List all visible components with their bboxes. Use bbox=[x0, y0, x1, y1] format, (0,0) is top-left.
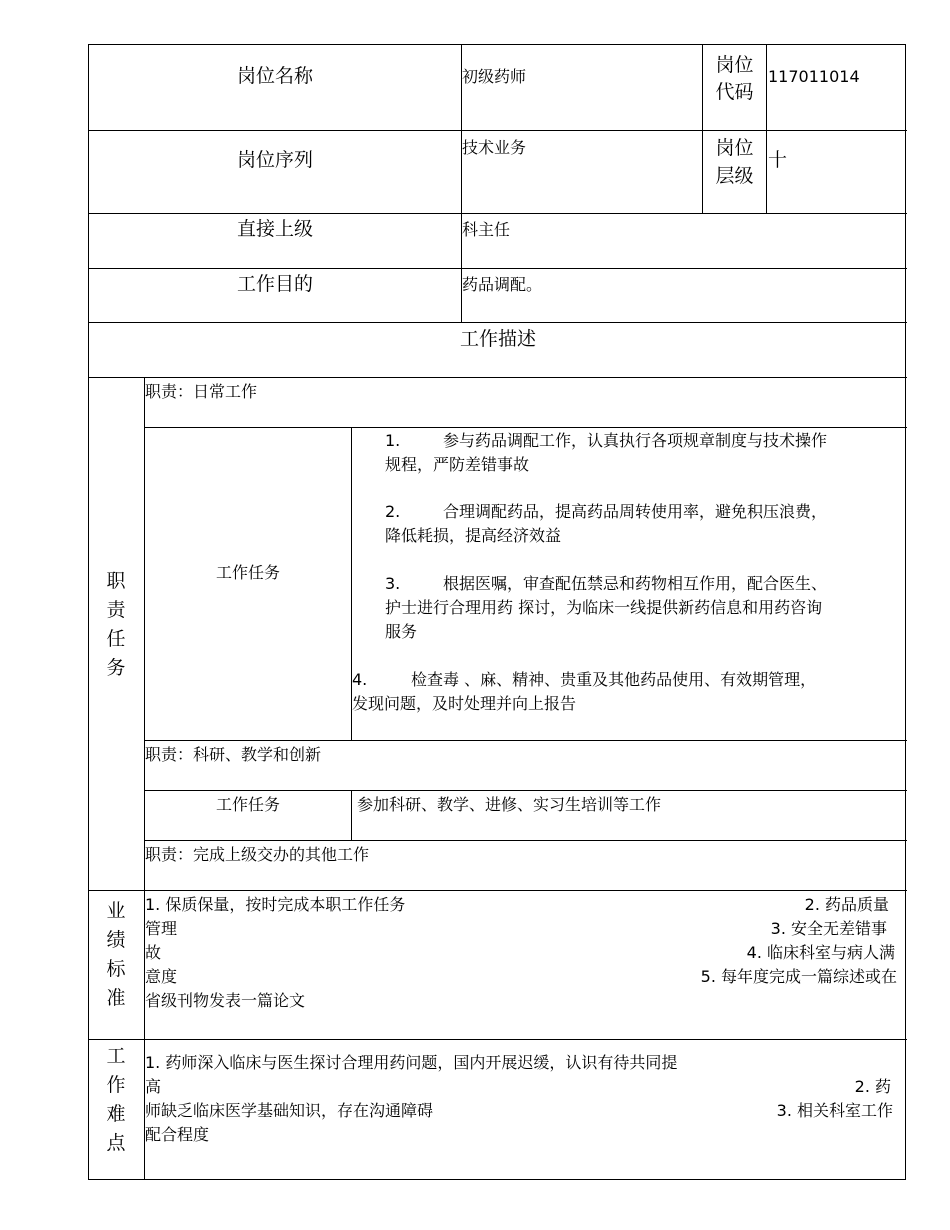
position-code-value: 117011014 bbox=[768, 67, 860, 86]
position-code-label-line: 岗位 bbox=[715, 54, 754, 76]
level-label-line: 层级 bbox=[715, 165, 754, 187]
task-text: 发现问题，及时处理并向上报告 bbox=[352, 694, 577, 713]
task-text: 检查毒 、麻、精神、贵重及其他药品使用、有效期管理， bbox=[411, 670, 817, 689]
task-item-4 bbox=[352, 668, 902, 716]
task-text: 服务 bbox=[385, 622, 418, 641]
purpose-value: 药品调配。 bbox=[462, 275, 543, 294]
row-divider bbox=[144, 790, 907, 791]
task-number: 2. bbox=[385, 502, 401, 521]
performance-text: 管理 bbox=[145, 919, 178, 938]
difficulties-side-label bbox=[104, 1042, 128, 1158]
performance-text: 1. 保质保量，按时完成本职工作任务 bbox=[145, 895, 406, 914]
difficulty-text: 师缺乏临床医学基础知识，存在沟通障碍 bbox=[145, 1101, 434, 1120]
side-label-char: 工 bbox=[106, 1045, 126, 1067]
duty-other-title: 职责：完成上级交办的其他工作 bbox=[145, 845, 370, 864]
difficulty-text: 高 bbox=[145, 1077, 162, 1096]
row-divider bbox=[89, 268, 907, 269]
task-number: 3. bbox=[385, 574, 401, 593]
side-label-char: 难 bbox=[106, 1103, 126, 1125]
duties-side-label bbox=[104, 567, 128, 683]
position-code-label bbox=[703, 52, 766, 106]
row-divider bbox=[89, 130, 907, 131]
task-number: 4. bbox=[352, 670, 368, 689]
sequence-value: 技术业务 bbox=[462, 138, 527, 157]
difficulty-text: 3. 相关科室工作 bbox=[776, 1101, 893, 1120]
performance-text: 故 bbox=[145, 943, 162, 962]
side-label-char: 业 bbox=[106, 900, 126, 922]
row-divider bbox=[89, 322, 907, 323]
task-text: 合理调配药品，提高药品周转使用率，避免积压浪费， bbox=[443, 502, 828, 521]
side-label-char: 务 bbox=[106, 657, 126, 679]
task-item-2 bbox=[385, 500, 905, 548]
performance-side-label bbox=[104, 897, 128, 1013]
position-name-label: 岗位名称 bbox=[236, 65, 313, 87]
duty-research-title: 职责：科研、教学和创新 bbox=[145, 745, 322, 764]
col-divider bbox=[766, 45, 767, 213]
job-description-table bbox=[88, 44, 906, 1180]
side-label-char: 责 bbox=[106, 599, 126, 621]
sequence-label: 岗位序列 bbox=[236, 149, 313, 171]
side-label-char: 职 bbox=[106, 570, 126, 592]
superior-label: 直接上级 bbox=[236, 218, 313, 240]
task-text: 根据医嘱，审查配伍禁忌和药物相互作用，配合医生、 bbox=[443, 574, 828, 593]
row-divider bbox=[89, 213, 907, 214]
row-divider bbox=[89, 890, 907, 891]
superior-value: 科主任 bbox=[462, 220, 511, 239]
position-name-value: 初级药师 bbox=[462, 67, 527, 86]
side-label-char: 作 bbox=[106, 1074, 126, 1096]
difficulty-text: 1. 药师深入临床与医生探讨合理用药问题，国内开展迟缓，认识有待共同提 bbox=[145, 1053, 678, 1072]
side-label-char: 绩 bbox=[106, 929, 126, 951]
duty-daily-title: 职责：日常工作 bbox=[145, 382, 258, 401]
performance-text: 意度 bbox=[145, 967, 178, 986]
difficulty-text: 配合程度 bbox=[145, 1125, 210, 1144]
side-label-char: 标 bbox=[106, 958, 126, 980]
purpose-label: 工作目的 bbox=[236, 273, 313, 295]
task-number: 1. bbox=[385, 431, 401, 450]
row-divider bbox=[144, 427, 907, 428]
difficulty-text: 2. 药 bbox=[854, 1077, 891, 1096]
performance-text: 4. 临床科室与病人满 bbox=[746, 943, 895, 962]
task-text: 参与药品调配工作，认真执行各项规章制度与技术操作 bbox=[443, 431, 828, 450]
performance-text: 2. 药品质量 bbox=[804, 895, 889, 914]
task-item-1 bbox=[385, 429, 905, 477]
task-label: 工作任务 bbox=[215, 563, 280, 582]
level-value: 十 bbox=[768, 149, 788, 171]
row-divider bbox=[144, 740, 907, 741]
row-divider bbox=[144, 840, 907, 841]
side-label-char: 点 bbox=[106, 1132, 126, 1154]
task-text: 护士进行合理用药 探讨，为临床一线提供新药信息和用药咨询 bbox=[385, 598, 823, 617]
performance-standards bbox=[145, 893, 907, 1023]
performance-text: 5. 每年度完成一篇综述或在 bbox=[700, 967, 897, 986]
performance-text: 省级刊物发表一篇论文 bbox=[145, 991, 306, 1010]
side-label-char: 准 bbox=[106, 987, 126, 1009]
performance-text: 3. 安全无差错事 bbox=[770, 919, 887, 938]
work-difficulties bbox=[145, 1051, 907, 1161]
description-title: 工作描述 bbox=[459, 328, 536, 350]
row-divider bbox=[89, 377, 907, 378]
level-label bbox=[703, 134, 766, 190]
col-divider bbox=[351, 790, 352, 840]
level-label-line: 岗位 bbox=[715, 137, 754, 159]
task-text: 规程，严防差错事故 bbox=[385, 455, 530, 474]
task-label: 工作任务 bbox=[215, 795, 280, 814]
task-item-3 bbox=[385, 572, 905, 644]
side-label-char: 任 bbox=[106, 628, 126, 650]
task-text: 降低耗损，提高经济效益 bbox=[385, 526, 562, 545]
position-code-label-line: 代码 bbox=[715, 81, 754, 103]
duty-research-task: 参加科研、教学、进修、实习生培训等工作 bbox=[357, 795, 662, 814]
row-divider bbox=[89, 1039, 907, 1040]
